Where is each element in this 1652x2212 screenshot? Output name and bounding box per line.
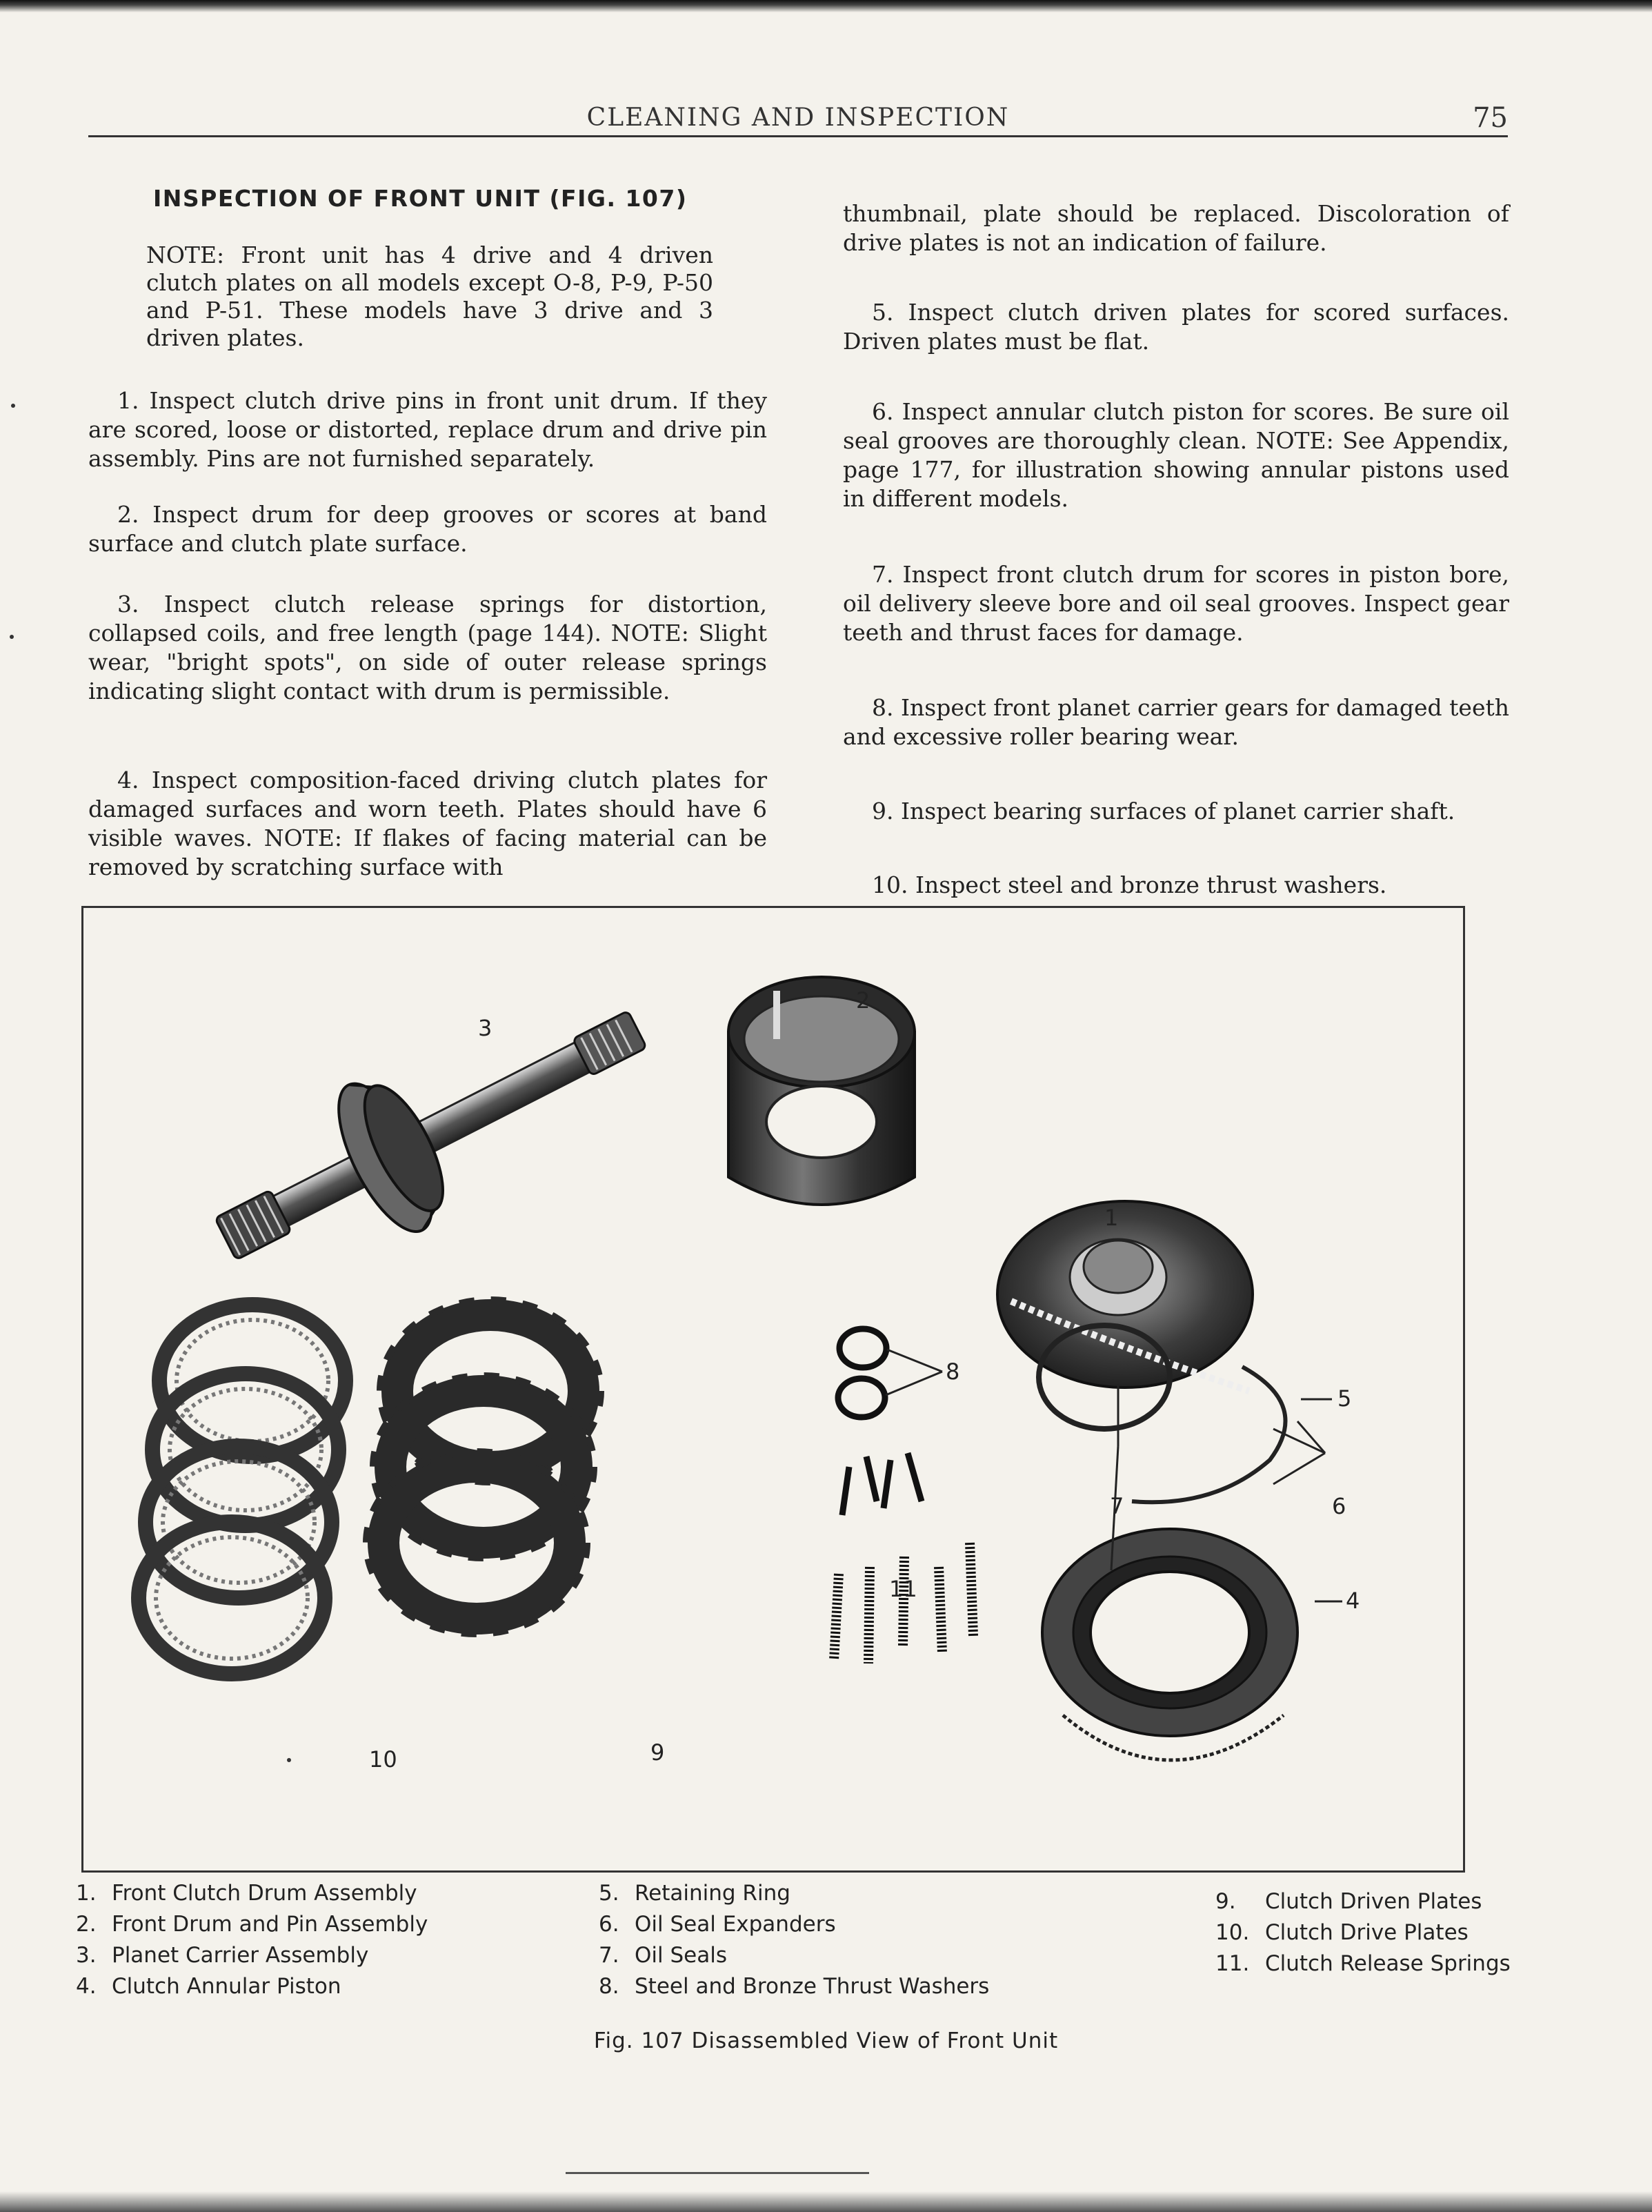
legend-item: 9. Clutch Driven Plates [1215, 1889, 1482, 1914]
page-number: 75 [1473, 102, 1508, 134]
clutch-release-springs [834, 1543, 973, 1663]
header-rule [88, 135, 1508, 137]
left-item-1: 1. Inspect clutch drive pins in front unit drum. If they are scored, loose or distorted, replace drum and drive pin assembly. Pins are not furnished separately. [88, 387, 767, 472]
callout-1: 1 [1104, 1205, 1119, 1231]
oil-seal-expanders [842, 1453, 922, 1515]
legend-item: 2. Front Drum and Pin Assembly [76, 1912, 428, 1937]
left-item-4: 4. Inspect composition-faced driving clutch plates for damaged surfaces and worn teeth. Plates should have 6 visible waves. NOTE: If flakes of facing material can be removed by scratching surface with [88, 767, 767, 880]
scan-speck [11, 404, 15, 408]
right-item-6: 6. Inspect annular clutch piston for scores. Be sure oil seal grooves are thoroughly clean. NOTE: See Appendix, page 177, for illustration showing annular pistons used in different models. [843, 398, 1509, 512]
right-item-5: 5. Inspect clutch driven plates for scored surfaces. Driven plates must be flat. [843, 299, 1509, 355]
planet-carrier-assembly [188, 957, 674, 1312]
callout-11: 11 [889, 1576, 917, 1602]
section-heading: INSPECTION OF FRONT UNIT (FIG. 107) [153, 185, 688, 212]
front-clutch-drum-assembly [997, 1201, 1253, 1429]
left-item-3: 3. Inspect clutch release springs for distortion, collapsed coils, and free length (page 144). NOTE: Slight wear, "bright spots", on side of outer release springs indicating slight contact with drum is permissible. [88, 591, 767, 704]
section-note: NOTE: Front unit has 4 drive and 4 driven clutch plates on all models except O-8, P-9, P-50 and P-51. These models have 3 drive and 3 driven plates. [146, 241, 713, 351]
right-item-7: 7. Inspect front clutch drum for scores in piston bore, oil delivery sleeve bore and oil seal grooves. Inspect gear teeth and thrust faces for damage. [843, 561, 1509, 646]
front-drum-and-pin-assembly [728, 977, 915, 1205]
scan-bottom-edge [0, 2191, 1652, 2212]
right-item-9: 9. Inspect bearing surfaces of planet carrier shaft. [872, 798, 1455, 824]
legend-column-1 [76, 1878, 428, 2002]
thrust-washers [838, 1329, 886, 1417]
callout-4: 4 [1346, 1588, 1360, 1614]
legend-item: 5. Retaining Ring [599, 1881, 790, 1906]
callout-9: 9 [650, 1739, 665, 1766]
callout-8: 8 [946, 1359, 960, 1385]
scan-speck [287, 1758, 291, 1762]
clutch-driven-plates [366, 1300, 601, 1634]
callout-7: 7 [1110, 1493, 1124, 1519]
scan-top-edge [0, 0, 1652, 12]
legend-item: 11. Clutch Release Springs [1215, 1951, 1511, 1976]
legend-item: 10. Clutch Drive Plates [1215, 1920, 1469, 1945]
clutch-annular-piston [1042, 1529, 1297, 1760]
footer-rule [566, 2172, 869, 2174]
figure-107 [81, 906, 1465, 1873]
left-item-2: 2. Inspect drum for deep grooves or scores at band surface and clutch plate surface. [88, 501, 767, 557]
callout-10: 10 [369, 1746, 397, 1772]
callout-6: 6 [1332, 1493, 1346, 1519]
retaining-ring [1132, 1367, 1286, 1502]
page-header [88, 102, 1508, 135]
legend-item: 6. Oil Seal Expanders [599, 1912, 836, 1937]
legend-item: 3. Planet Carrier Assembly [76, 1943, 369, 1968]
legend-item: 7. Oil Seals [599, 1943, 727, 1968]
callout-2: 2 [856, 987, 870, 1014]
callout-5: 5 [1337, 1385, 1352, 1412]
exploded-view-illustration [83, 908, 1463, 1870]
clutch-drive-plates [139, 1305, 346, 1674]
right-item-8: 8. Inspect front planet carrier gears for damaged teeth and excessive roller bearing wear. [843, 694, 1509, 750]
legend-column-2 [599, 1878, 989, 2002]
callout-3: 3 [478, 1015, 492, 1041]
right-item-10: 10. Inspect steel and bronze thrust washers. [872, 871, 1387, 898]
right-item-cont: thumbnail, plate should be replaced. Discoloration of drive plates is not an indication of failure. [843, 200, 1509, 256]
running-title: CLEANING AND INSPECTION [586, 103, 1010, 132]
figure-caption: Fig. 107 Disassembled View of Front Unit [593, 2028, 1059, 2053]
legend-item: 1. Front Clutch Drum Assembly [76, 1881, 417, 1906]
legend-item: 8. Steel and Bronze Thrust Washers [599, 1974, 990, 1999]
legend-item: 4. Clutch Annular Piston [76, 1974, 341, 1999]
legend-column-3 [1215, 1886, 1511, 1979]
scan-speck [10, 635, 14, 639]
